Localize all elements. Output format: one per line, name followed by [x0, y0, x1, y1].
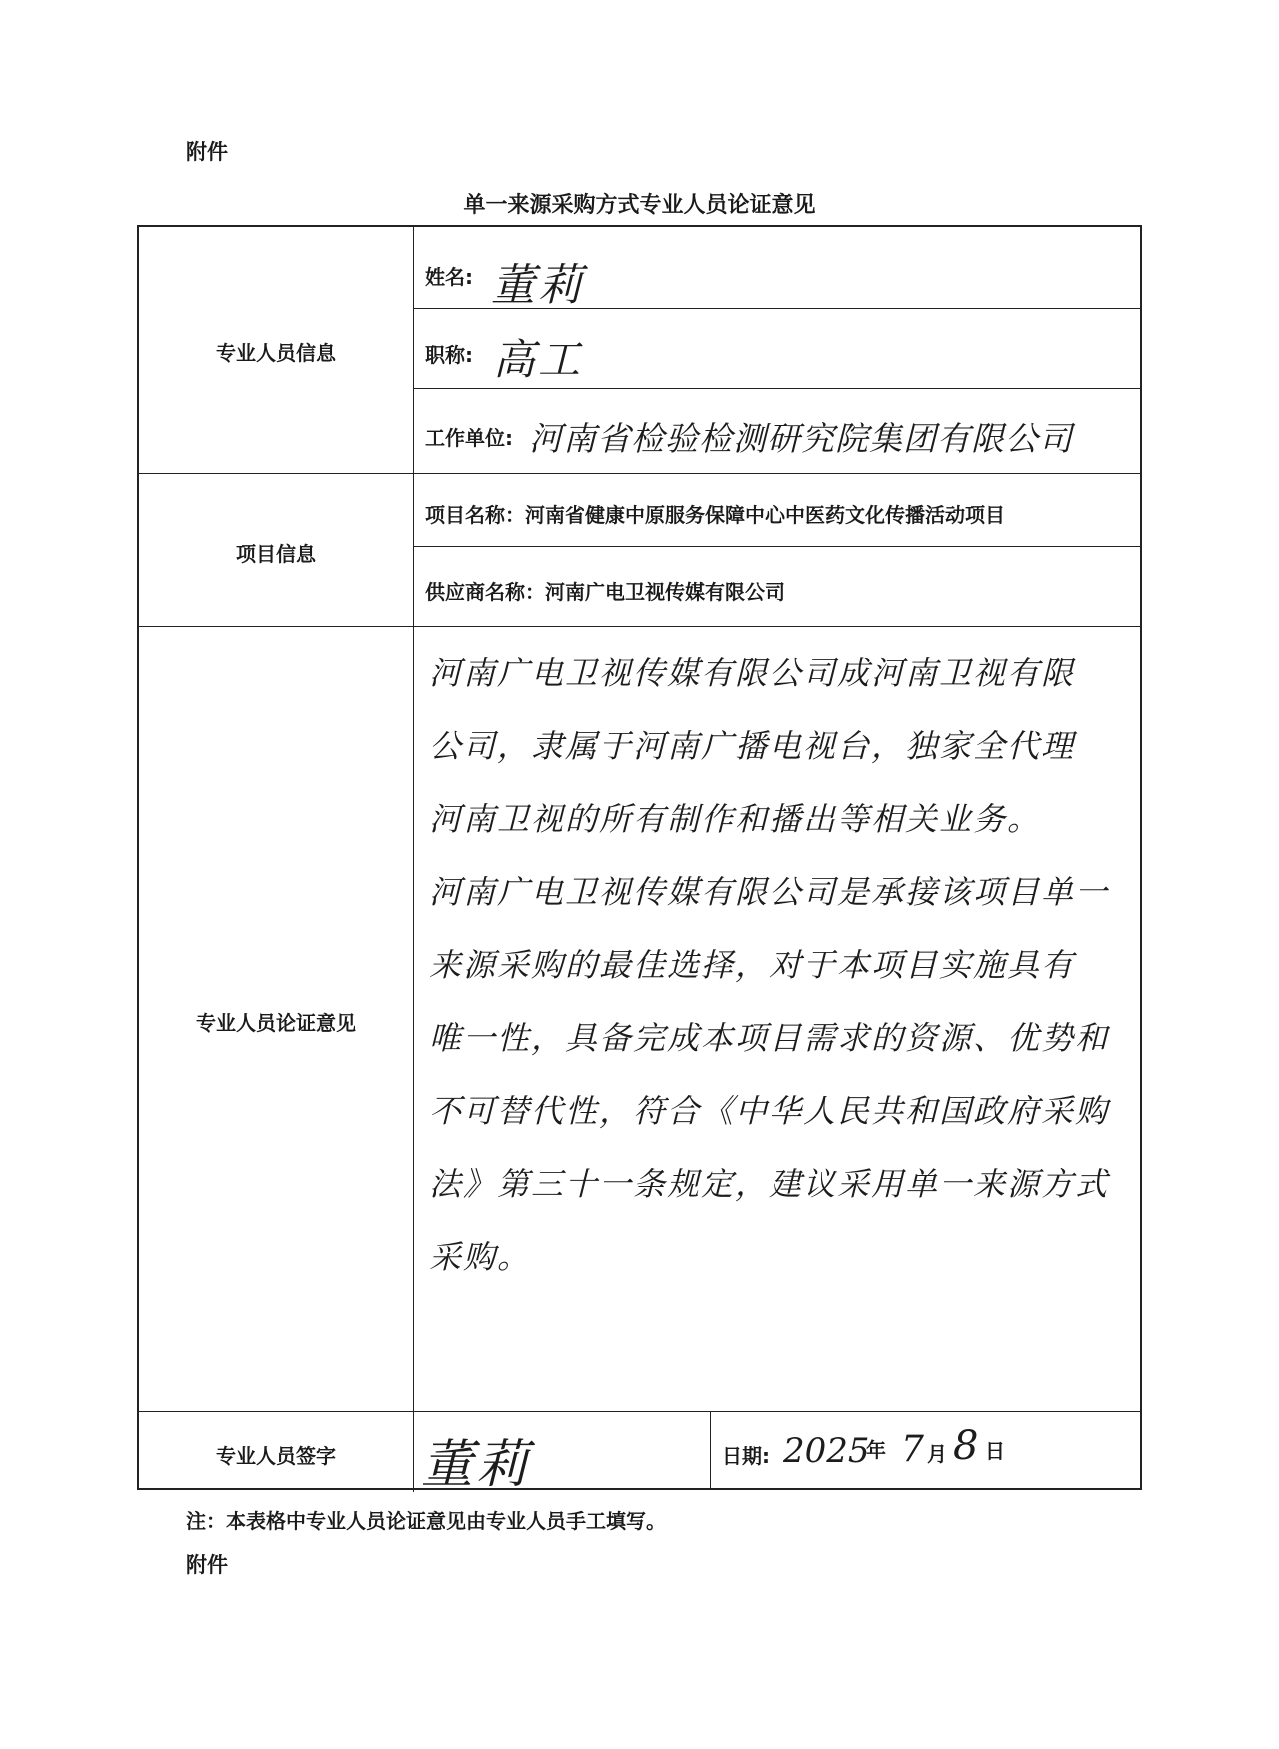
date-divider: [710, 1411, 711, 1490]
opinion-line: 河南卫视的所有制作和播出等相关业务。: [429, 800, 1042, 838]
date-month: 7: [901, 1429, 927, 1470]
opinion-form: [137, 225, 1142, 1495]
name-label: 姓名:: [425, 265, 473, 289]
job-title-label: 职称:: [425, 343, 473, 367]
job-title-value: 高工: [493, 335, 584, 384]
section-label-expert-info: 专业人员信息: [216, 341, 336, 365]
opinion-line: 公司，隶属于河南广播电视台，独家全代理: [429, 727, 1076, 765]
row-divider: [413, 388, 1142, 389]
date-day: 8: [953, 1423, 982, 1469]
row-divider: [413, 546, 1142, 547]
opinion-line: 采购。: [429, 1238, 532, 1276]
section-divider: [139, 473, 1142, 474]
name-value: 董莉: [491, 260, 585, 311]
org-label: 工作单位:: [425, 426, 513, 450]
footnote: 注：本表格中专业人员论证意见由专业人员手工填写。: [186, 1509, 666, 1533]
day-unit: 日: [985, 1439, 1005, 1463]
month-unit: 月: [927, 1442, 947, 1466]
section-label-signature: 专业人员签字: [216, 1444, 336, 1468]
signature-value: 董莉: [421, 1435, 532, 1495]
opinion-line: 法》第三十一条规定，建议采用单一来源方式: [429, 1165, 1110, 1203]
opinion-text-block: [429, 637, 1134, 1294]
date-year: 2025: [783, 1431, 870, 1471]
opinion-line: 河南广电卫视传媒有限公司是承接该项目单一: [429, 873, 1110, 911]
section-divider: [139, 1411, 1142, 1412]
year-unit: 年: [866, 1438, 886, 1462]
project-name: 项目名称：河南省健康中原服务保障中心中医药文化传播活动项目: [425, 503, 1005, 527]
opinion-line: 唯一性，具备完成本项目需求的资源、优势和: [429, 1019, 1110, 1057]
opinion-line: 不可替代性，符合《中华人民共和国政府采购: [429, 1092, 1110, 1130]
supplier-name: 供应商名称：河南广电卫视传媒有限公司: [425, 580, 785, 604]
opinion-line: 河南广电卫视传媒有限公司成河南卫视有限: [429, 654, 1076, 692]
document-title: 单一来源采购方式专业人员论证意见: [463, 193, 816, 218]
date-label: 日期:: [722, 1444, 770, 1468]
column-divider: [413, 227, 414, 1492]
section-divider: [139, 626, 1142, 627]
opinion-line: 来源采购的最佳选择，对于本项目实施具有: [429, 946, 1076, 984]
section-label-opinion: 专业人员论证意见: [196, 1011, 356, 1035]
attachment-label-bottom: 附件: [186, 1553, 228, 1577]
org-value: 河南省检验检测研究院集团有限公司: [529, 419, 1073, 458]
section-label-project-info: 项目信息: [236, 542, 316, 566]
attachment-label-top: 附件: [186, 140, 228, 164]
